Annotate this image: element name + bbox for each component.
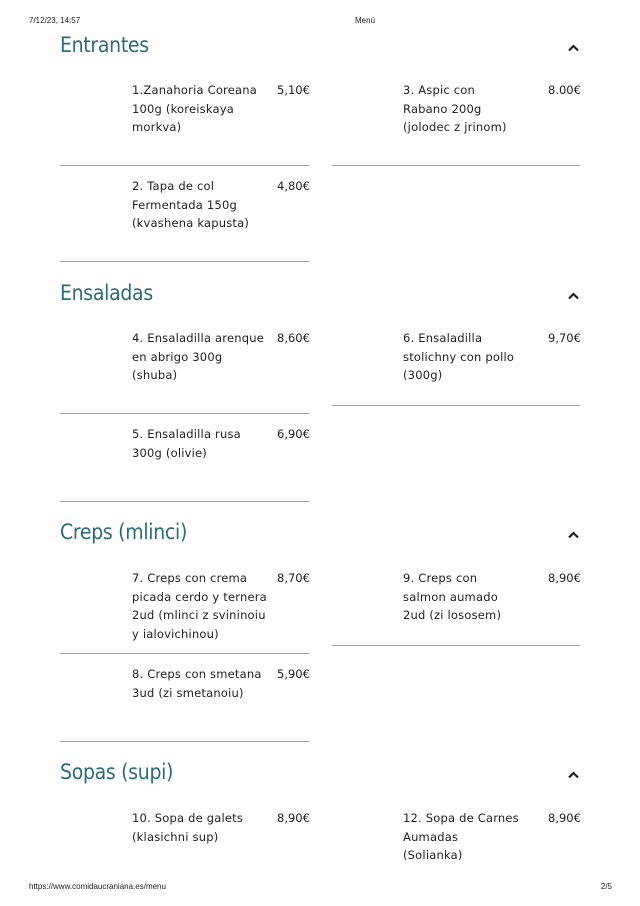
- item-divider: [60, 165, 309, 166]
- collapse-chevron-up-icon[interactable]: [566, 41, 580, 55]
- print-page-title: Menú: [355, 16, 376, 25]
- print-date: 7/12/23, 14:57: [29, 16, 81, 25]
- item-name: 6. Ensaladilla stolichny con pollo (300g): [403, 331, 515, 382]
- item-price: 6,90€: [277, 427, 310, 441]
- item-name: 7. Creps con crema picada cerdo y ternera 2ud (mlinci z svininoiu y ialovichinou): [132, 571, 267, 641]
- item-price: 8,60€: [277, 331, 310, 345]
- item-price: 8,70€: [277, 571, 310, 585]
- item-price: 8,90€: [548, 571, 581, 585]
- item-divider: [332, 165, 580, 166]
- section-title: Entrantes: [60, 33, 149, 57]
- item-price: 4,80€: [277, 179, 310, 193]
- section-title: Ensaladas: [60, 281, 153, 305]
- collapse-chevron-up-icon[interactable]: [566, 768, 580, 782]
- item-price: 8.00€: [548, 83, 581, 97]
- item-price: 8,90€: [548, 811, 581, 825]
- item-name: 12. Sopa de Carnes Aumadas (Solianka): [403, 811, 519, 862]
- collapse-chevron-up-icon[interactable]: [566, 289, 580, 303]
- print-url: https://www.comidaucraniana.es/menu: [29, 882, 166, 891]
- item-name: 2. Tapa de col Fermentada 150g (kvashena kapusta): [132, 179, 250, 230]
- item-divider: [332, 645, 580, 646]
- item-divider: [60, 653, 309, 654]
- item-price: 9,70€: [548, 331, 581, 345]
- print-page-number: 2/5: [600, 882, 612, 891]
- item-divider: [60, 741, 309, 742]
- item-price: 8,90€: [277, 811, 310, 825]
- item-price: 5,90€: [277, 667, 310, 681]
- item-divider: [332, 405, 580, 406]
- collapse-chevron-up-icon[interactable]: [566, 528, 580, 542]
- item-name: 8. Creps con smetana 3ud (zi smetanoiu): [132, 667, 262, 700]
- item-price: 5,10€: [277, 83, 310, 97]
- item-name: 4. Ensaladilla arenque en abrigo 300g (shuba): [132, 331, 265, 382]
- item-name: 5. Ensaladilla rusa 300g (olivie): [132, 427, 241, 460]
- section-title: Sopas (supi): [60, 760, 174, 784]
- item-divider: [60, 261, 309, 262]
- item-name: 9. Creps con salmon aumado 2ud (zi lososem): [403, 571, 502, 622]
- item-name: 1.Zanahoria Coreana 100g (koreiskaya morkva): [132, 83, 257, 134]
- item-divider: [60, 413, 309, 414]
- item-name: 10. Sopa de galets (klasichni sup): [132, 811, 244, 844]
- item-divider: [60, 501, 309, 502]
- section-title: Creps (mlinci): [60, 520, 188, 544]
- item-name: 3. Aspic con Rabano 200g (jolodec z jrinom): [403, 83, 507, 134]
